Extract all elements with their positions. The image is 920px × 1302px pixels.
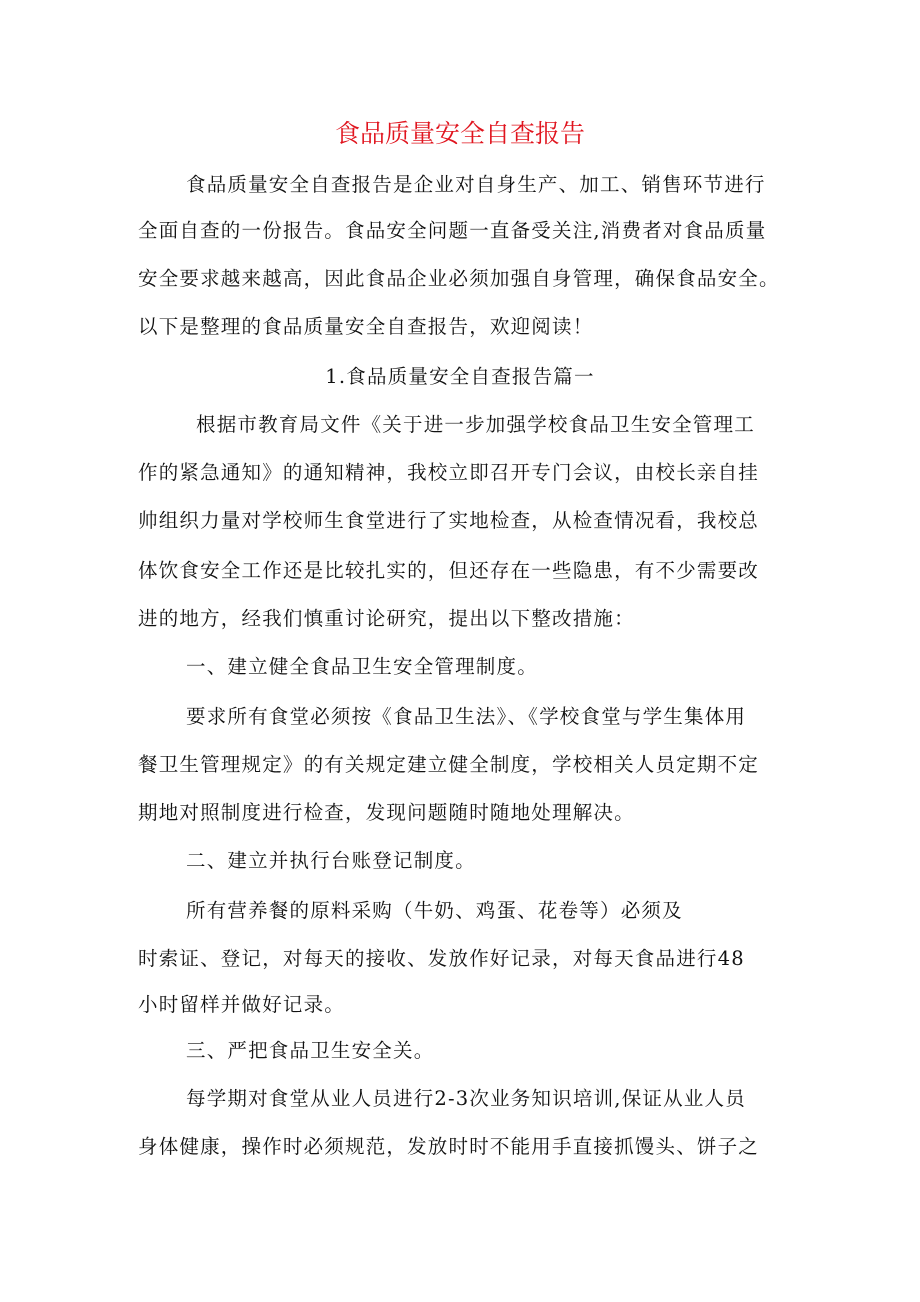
paragraph-line: 根据市教育局文件《关于进一步加强学校食品卫生安全管理工: [196, 413, 755, 436]
paragraph-line: 期地对照制度进行检查，发现问题随时随地处理解决。: [138, 801, 635, 824]
paragraph-line: 安全要求越来越高，因此食品企业必须加强自身管理，确保食品安全。: [138, 267, 780, 290]
paragraph-line: 身体健康，操作时必须规范，发放时时不能用手直接抓馒头、饼子之: [138, 1135, 760, 1158]
paragraph-line: 进的地方，经我们慎重讨论研究，提出以下整改措施：: [138, 607, 635, 630]
subsection-heading: 二、建立并执行台账登记制度。: [186, 849, 476, 872]
paragraph-line: 全面自查的一份报告。食品安全问题一直备受关注,消费者对食品质量: [138, 219, 767, 242]
paragraph-line: 帅组织力量对学校师生食堂进行了实地检查，从检查情况看，我校总: [138, 509, 760, 532]
paragraph-line: 要求所有食堂必须按《食品卫生法》、《学校食堂与学生集体用: [186, 705, 747, 728]
paragraph-line: 所有营养餐的原料采购（牛奶、鸡蛋、花卷等）必须及: [186, 899, 683, 922]
paragraph-line: 食品质量安全自查报告是企业对自身生产、加工、销售环节进行: [186, 173, 766, 196]
paragraph-line: 小时留样并做好记录。: [138, 993, 346, 1016]
document-title: 食品质量安全自查报告: [334, 119, 585, 148]
subsection-heading: 三、严把食品卫生安全关。: [186, 1039, 435, 1062]
paragraph-line: 餐卫生管理规定》的有关规定建立健全制度，学校相关人员定期不定: [138, 753, 760, 776]
paragraph-line: 每学期对食堂从业人员进行2-3次业务知识培训,保证从业人员: [186, 1087, 746, 1110]
subsection-heading: 一、建立健全食品卫生安全管理制度。: [186, 655, 538, 678]
paragraph-line: 以下是整理的食品质量安全自查报告，欢迎阅读！: [138, 315, 594, 338]
paragraph-line: 作的紧急通知》的通知精神，我校立即召开专门会议，由校长亲自挂: [138, 461, 760, 484]
paragraph-line: 时索证、登记，对每天的接收、发放作好记录，对每天食品进行48: [138, 947, 745, 970]
paragraph-line: 体饮食安全工作还是比较扎实的，但还存在一些隐患，有不少需要改: [138, 559, 760, 582]
section-heading: 1.食品质量安全自查报告篇一: [325, 365, 595, 388]
